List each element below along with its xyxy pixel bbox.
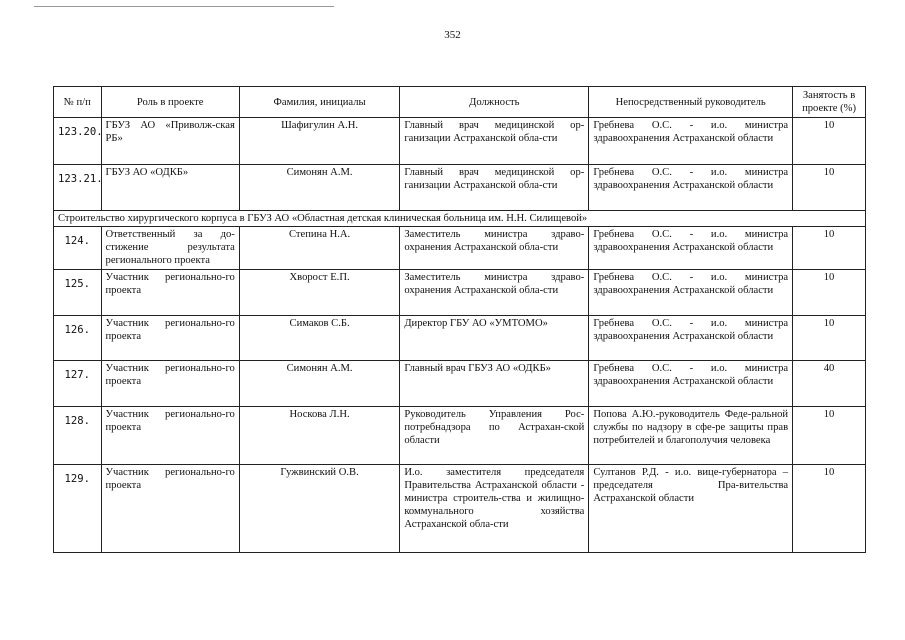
row-number: 127. — [54, 361, 102, 407]
row-position: Главный врач медицинской ор-ганизации Астраханской обла-сти — [400, 118, 589, 165]
row-supervisor: Гребнева О.С. - и.о. министра здравоохранения Астраханской области — [589, 316, 793, 361]
section-title: Строительство хирургического корпуса в ГБУЗ АО «Областная детская клиническая больница им. Н.Н. Силищевой» — [54, 211, 866, 227]
row-supervisor: Попова А.Ю.-руководитель Феде-ральной службы по надзору в сфе-ре защиты прав потребителей и благополучия человека — [589, 407, 793, 465]
row-employment: 10 — [793, 165, 866, 211]
row-role: Участник регионально-го проекта — [101, 465, 239, 553]
row-role: Участник регионально-го проекта — [101, 270, 239, 316]
row-name: Хворост Е.П. — [239, 270, 399, 316]
row-number: 124. — [54, 227, 102, 270]
row-name: Шафигулин А.Н. — [239, 118, 399, 165]
row-employment: 10 — [793, 316, 866, 361]
row-employment: 10 — [793, 465, 866, 553]
table-row — [54, 270, 866, 316]
row-position: И.о. заместителя председателя Правительства Астраханской области - министра строитель-ства и жилищно-коммунального хозяйства Астраханской обла-сти — [400, 465, 589, 553]
row-supervisor: Гребнева О.С. - и.о. министра здравоохранения Астраханской области — [589, 270, 793, 316]
row-position: Руководитель Управления Рос-потребнадзора по Астрахан-ской области — [400, 407, 589, 465]
row-employment: 10 — [793, 227, 866, 270]
table-row — [54, 165, 866, 211]
header-position: Должность — [400, 87, 589, 118]
row-number: 129. — [54, 465, 102, 553]
row-number: 126. — [54, 316, 102, 361]
table-body-group1 — [54, 118, 866, 211]
page-number: 352 — [444, 29, 461, 41]
row-role: Участник регионально-го проекта — [101, 361, 239, 407]
header-role: Роль в проекте — [101, 87, 239, 118]
row-employment: 10 — [793, 270, 866, 316]
row-number: 123.21. — [54, 165, 102, 211]
section-row — [54, 211, 866, 227]
row-employment: 40 — [793, 361, 866, 407]
header-name: Фамилия, инициалы — [239, 87, 399, 118]
row-supervisor: Гребнева О.С. - и.о. министра здравоохранения Астраханской области — [589, 227, 793, 270]
row-number: 125. — [54, 270, 102, 316]
row-role: ГБУЗ АО «Приволж-ская РБ» — [101, 118, 239, 165]
row-position: Заместитель министра здраво-охранения Астраханской обла-сти — [400, 227, 589, 270]
row-name: Гужвинский О.В. — [239, 465, 399, 553]
table-row — [54, 316, 866, 361]
table-body-group2 — [54, 227, 866, 553]
row-supervisor: Гребнева О.С. - и.о. министра здравоохранения Астраханской области — [589, 118, 793, 165]
row-supervisor: Гребнева О.С. - и.о. министра здравоохранения Астраханской области — [589, 165, 793, 211]
row-supervisor: Гребнева О.С. - и.о. министра здравоохранения Астраханской области — [589, 361, 793, 407]
project-roster-table — [53, 86, 866, 553]
row-role: ГБУЗ АО «ОДКБ» — [101, 165, 239, 211]
row-number: 123.20. — [54, 118, 102, 165]
table-row — [54, 407, 866, 465]
table-row — [54, 118, 866, 165]
row-number: 128. — [54, 407, 102, 465]
row-employment: 10 — [793, 407, 866, 465]
row-role: Участник регионально-го проекта — [101, 407, 239, 465]
row-employment: 10 — [793, 118, 866, 165]
row-role: Ответственный за до-стижение результата регионального проекта — [101, 227, 239, 270]
table-body-section — [54, 211, 866, 227]
scan-top-line — [34, 6, 334, 7]
row-name: Носкова Л.Н. — [239, 407, 399, 465]
row-supervisor: Султанов Р.Д. - и.о. вице-губернатора – председателя Пра-вительства Астраханской области — [589, 465, 793, 553]
row-name: Симонян А.М. — [239, 165, 399, 211]
header-employment: Занятость в проекте (%) — [793, 87, 866, 118]
header-row — [54, 87, 866, 118]
row-position: Заместитель министра здраво-охранения Астраханской обла-сти — [400, 270, 589, 316]
row-name: Симаков С.Б. — [239, 316, 399, 361]
table-row — [54, 465, 866, 553]
table-row — [54, 361, 866, 407]
row-position: Главный врач медицинской ор-ганизации Астраханской обла-сти — [400, 165, 589, 211]
row-position: Главный врач ГБУЗ АО «ОДКБ» — [400, 361, 589, 407]
header-supervisor: Непосредственный руководитель — [589, 87, 793, 118]
row-name: Симонян А.М. — [239, 361, 399, 407]
table-row — [54, 227, 866, 270]
row-name: Степина Н.А. — [239, 227, 399, 270]
row-role: Участник регионально-го проекта — [101, 316, 239, 361]
header-number: № п/п — [54, 87, 102, 118]
row-position: Директор ГБУ АО «УМТОМО» — [400, 316, 589, 361]
